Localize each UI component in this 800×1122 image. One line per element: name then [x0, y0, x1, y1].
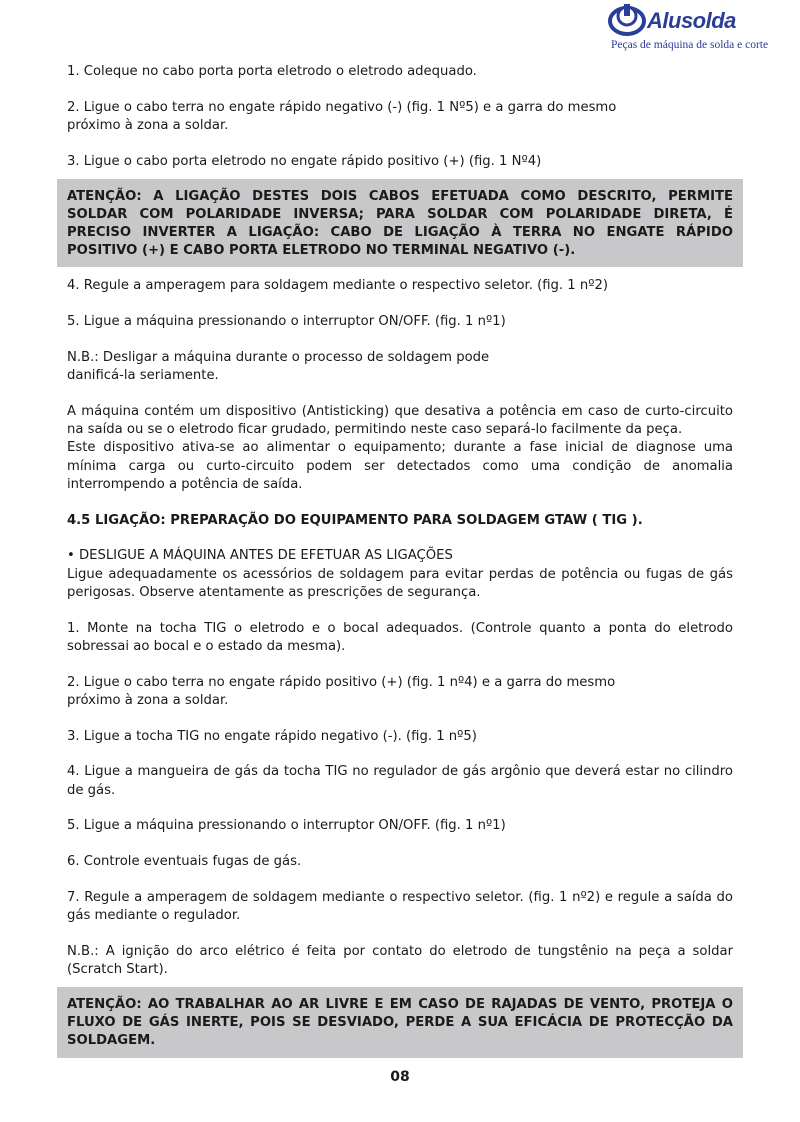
antisticking-paragraph — [67, 403, 733, 494]
polarity-warning-box: ATENÇÃO: A LIGAÇÃO DESTES DOIS CABOS EFETUADA COMO DESCRITO, PERMITE SOLDAR COM POLARIDADE INVERSA; PARA SOLDAR COM POLARIDADE DIRETA, É PRECISO INVERTER A LIGAÇÃO: CABO DE LIGAÇÃO À TERRA NO ENGATE RÁPIDO POSITIVO (+) E CABO PORTA ELETRODO NO TERMINAL NEGATIVO (-). — [57, 179, 743, 268]
section-title-tig: 4.5 LIGAÇÃO: PREPARAÇÃO DO EQUIPAMENTO PARA SOLDAGEM GTAW ( TIG ). — [67, 512, 643, 528]
step-1-paragraph: 1. Coleque no cabo porta porta eletrodo o eletrodo adequado. — [67, 64, 477, 79]
nb-note-1-line-2: danificá-la seriamente. — [67, 368, 219, 384]
nb-note-1-line-1: N.B.: Desligar a máquina durante o processo de soldagem pode — [67, 350, 490, 365]
step-2-line-1: 2. Ligue o cabo terra no engate rápido negativo (-) (fig. 1 Nº5) e a garra do mesmo — [67, 99, 617, 115]
tig-step-4: 4. Ligue a mangueira de gás da tocha TIG no regulador de gás argônio que deverá estar no cilindro de gás. — [67, 764, 733, 798]
tig-step-2-line-1: 2. Ligue o cabo terra no engate rápido positivo (+) (fig. 1 nº4) e a garra do mesmo — [67, 674, 616, 690]
bullet-heading: • DESLIGUE A MÁQUINA ANTES DE EFETUAR AS LIGAÇÕES — [67, 548, 453, 564]
brand-logo — [607, 2, 769, 54]
antisticking-text-2: Este dispositivo ativa-se ao alimentar o equipamento; durante a fase inicial de diagnose uma mínima carga ou curto-circuito podem ser detectados como uma condição de anomalia interrompendo a potência de saída. — [67, 440, 733, 492]
tig-step-2-line-2: próximo à zona a soldar. — [67, 692, 229, 708]
nb-note-2: N.B.: A ignição do arco elétrico é feita por contato do eletrodo de tungstênio na peça a soldar (Scratch Start). — [67, 944, 733, 978]
antisticking-text-1: A máquina contém um dispositivo (Antisticking) que desativa a potência em caso de curto-circuito na saída ou se o eletrodo ficar grudado, permitindo neste caso separá-lo facilmente da peça. — [67, 404, 733, 438]
logo-brand-name: Alusolda — [647, 8, 736, 33]
tig-step-2 — [67, 674, 733, 710]
step-3-paragraph: 3. Ligue o cabo porta eletrodo no engate rápido positivo (+) (fig. 1 Nº4) — [67, 153, 542, 169]
bullet-text: Ligue adequadamente os acessórios de soldagem para evitar perdas de potência ou fugas de gás perigosas. Observe atentamente as prescrições de segurança. — [67, 566, 733, 600]
wind-warning-box: ATENÇÃO: AO TRABALHAR AO AR LIVRE E EM CASO DE RAJADAS DE VENTO, PROTEJA O FLUXO DE GÁS INERTE, POIS SE DESVIADO, PERDE A SUA EFICÁCIA DE PROTECÇÃO DA SOLDAGEM. — [57, 987, 743, 1058]
tig-step-7: 7. Regule a amperagem de soldagem mediante o respectivo seletor. (fig. 1 nº2) e regule a saída do gás mediante o regulador. — [67, 890, 733, 924]
step-2-paragraph — [67, 99, 733, 135]
bullet-paragraph — [67, 547, 733, 602]
document-body — [67, 63, 733, 1068]
tig-step-1: 1. Monte na tocha TIG o eletrodo e o bocal adequados. (Controle quanto a ponta do eletrodo sobressai ao bocal e o estado da mesma). — [67, 620, 733, 654]
step-5-paragraph: 5. Ligue a máquina pressionando o interruptor ON/OFF. (fig. 1 nº1) — [67, 314, 506, 330]
step-2-line-2: próximo à zona a soldar. — [67, 118, 229, 133]
step-4-paragraph: 4. Regule a amperagem para soldagem mediante o respectivo seletor. (fig. 1 nº2) — [67, 278, 609, 294]
nb-note-1 — [67, 349, 733, 385]
logo-tagline: Peças de máquina de solda e corte — [611, 39, 769, 51]
tig-step-5: 5. Ligue a máquina pressionando o interruptor ON/OFF. (fig. 1 nº1) — [67, 818, 506, 834]
logo-mark-icon — [607, 2, 647, 38]
tig-step-6: 6. Controle eventuais fugas de gás. — [67, 854, 302, 870]
tig-step-3: 3. Ligue a tocha TIG no engate rápido negativo (-). (fig. 1 nº5) — [67, 728, 477, 744]
page-number: 08 — [390, 1069, 410, 1085]
